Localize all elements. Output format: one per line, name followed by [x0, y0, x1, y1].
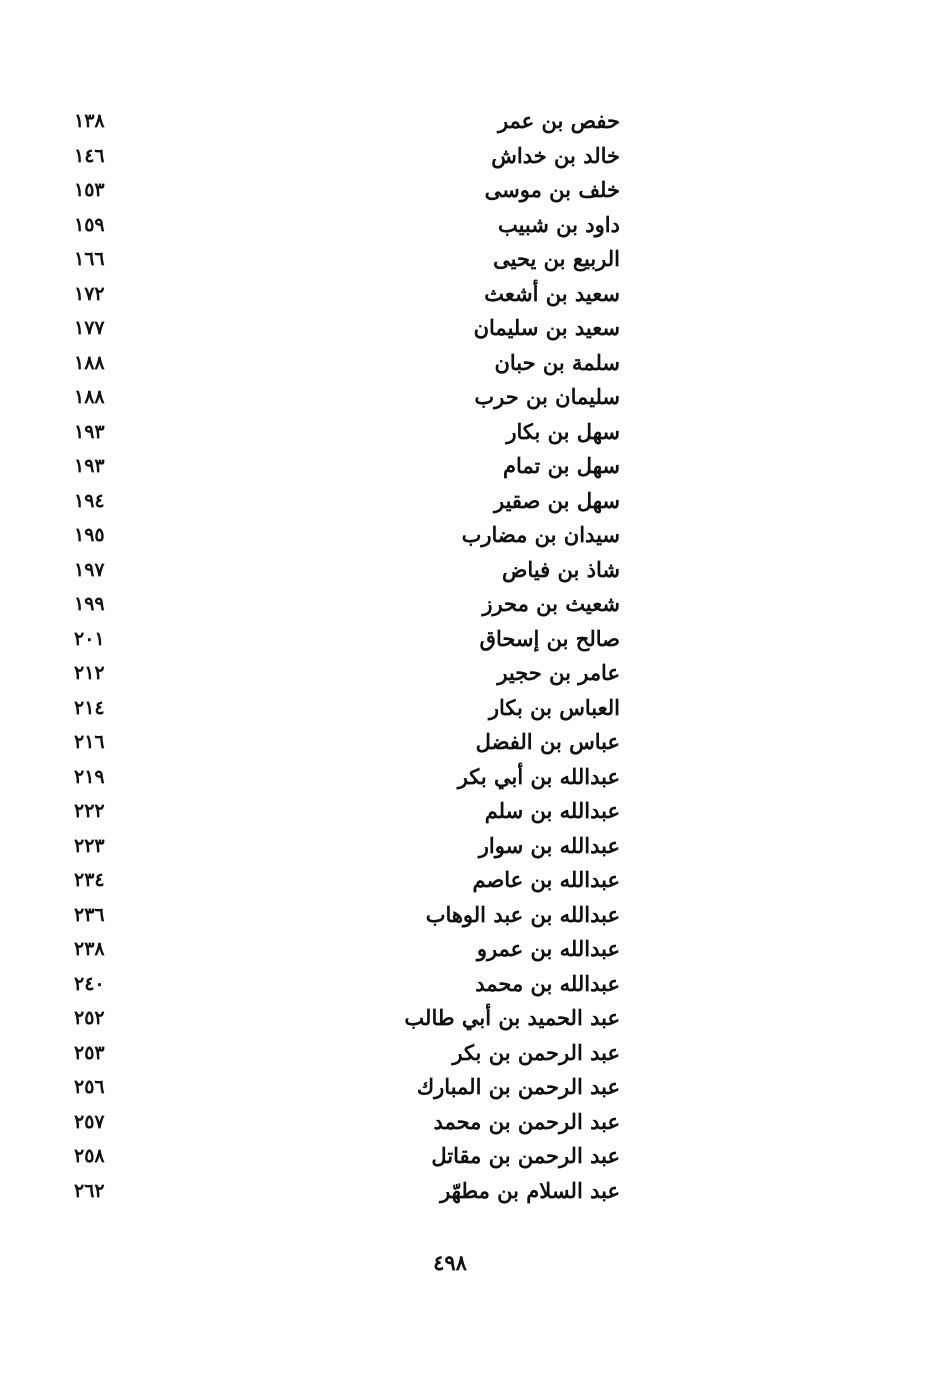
entry-page-number: ٢٢٣ [74, 834, 105, 857]
entry-page-number: ١٤٦ [74, 144, 105, 167]
entry-name: عبد الرحمن بن محمد [433, 1108, 620, 1134]
index-entry [60, 104, 630, 139]
entry-page-number: ٢١٤ [74, 696, 105, 719]
entry-name: عبدالله بن سلم [484, 798, 620, 823]
index-entry [60, 1001, 630, 1036]
entry-page-number: ٢٦٢ [74, 1179, 105, 1202]
index-entry [60, 932, 630, 967]
entry-name: صالح بن إسحاق [479, 625, 620, 651]
entry-page-number: ٢٥٦ [74, 1076, 105, 1098]
entry-name: شعيث بن محرز [482, 591, 620, 616]
index-entry [60, 1036, 630, 1071]
index-entry [60, 863, 630, 898]
index-entry [60, 311, 630, 346]
entry-name: عبدالله بن عبد الوهاب [425, 901, 620, 927]
entry-name: شاذ بن فياض [502, 556, 620, 582]
entry-page-number: ١٩٩ [74, 593, 105, 615]
index-entry [60, 1070, 630, 1105]
index-entry [60, 967, 630, 1002]
index-entry [60, 449, 630, 484]
entry-page-number: ١٧٧ [74, 317, 105, 339]
entry-name: سليمان بن حرب [474, 384, 620, 409]
entry-page-number: ١٩٤ [74, 489, 105, 512]
entry-name: سلمة بن حبان [494, 349, 620, 375]
index-entry [60, 622, 630, 657]
entry-page-number: ١٨٨ [74, 351, 105, 374]
entry-name: عبد الرحمن بن مقاتل [431, 1143, 620, 1168]
entry-name: عباس بن الفضل [475, 729, 620, 754]
index-entry [60, 484, 630, 519]
index-list [60, 104, 630, 1208]
entry-name: عبد السلام بن مطهّر [440, 1177, 620, 1203]
entry-page-number: ٢٣٦ [74, 903, 105, 926]
entry-name: عبدالله بن عاصم [472, 867, 620, 892]
entry-name: عبدالله بن عمرو [476, 936, 620, 961]
entry-page-number: ١٦٦ [74, 248, 105, 270]
index-entry [60, 656, 630, 691]
entry-page-number: ٢٠١ [74, 627, 105, 650]
page-number-footer: ٤٩٨ [433, 1250, 467, 1275]
index-entry [60, 1105, 630, 1140]
entry-name: حفص بن عمر [497, 108, 620, 133]
entry-page-number: ١٩٣ [74, 455, 105, 477]
entry-page-number: ٢١٦ [74, 731, 105, 753]
entry-page-number: ١٨٨ [74, 386, 105, 408]
entry-page-number: ٢٥٧ [74, 1110, 105, 1133]
index-entry [60, 139, 630, 174]
index-entry [60, 242, 630, 277]
entry-name: سيدان بن مضارب [461, 522, 620, 547]
index-entry [60, 415, 630, 450]
entry-name: سهل بن بكار [506, 418, 620, 444]
entry-page-number: ٢٣٤ [74, 869, 105, 891]
entry-name: خلف بن موسى [484, 177, 620, 202]
entry-page-number: ٢٥٨ [74, 1145, 105, 1167]
index-entry [60, 829, 630, 864]
entry-page-number: ٢٤٠ [74, 972, 105, 995]
index-entry [60, 794, 630, 829]
entry-name: العباس بن بكار [488, 694, 620, 720]
entry-name: عبدالله بن أبي بكر [457, 763, 620, 789]
entry-name: داود بن شبيب [497, 211, 620, 237]
entry-page-number: ٢١٩ [74, 765, 105, 788]
entry-page-number: ٢٢٢ [74, 800, 105, 822]
entry-page-number: ٢٥٢ [74, 1007, 105, 1029]
index-entry [60, 346, 630, 381]
index-entry [60, 1139, 630, 1174]
entry-name: عبد الرحمن بن المبارك [416, 1074, 620, 1099]
entry-name: سعيد بن أشعث [484, 280, 620, 306]
entry-page-number: ١٩٥ [74, 524, 105, 546]
index-entry [60, 277, 630, 312]
entry-name: عبد الرحمن بن بكر [452, 1039, 620, 1065]
index-entry [60, 725, 630, 760]
entry-page-number: ١٥٩ [74, 213, 105, 236]
entry-page-number: ٢١٢ [74, 662, 105, 684]
index-entry [60, 518, 630, 553]
entry-name: سهل بن تمام [502, 453, 620, 478]
entry-name: عامر بن حجير [497, 660, 620, 685]
index-entry [60, 587, 630, 622]
entry-page-number: ٢٥٣ [74, 1041, 105, 1064]
entry-name: سعيد بن سليمان [473, 315, 620, 340]
entry-page-number: ١٧٢ [74, 282, 105, 305]
entry-page-number: ٢٣٨ [74, 938, 105, 960]
entry-page-number: ١٥٣ [74, 179, 105, 201]
index-entry [60, 208, 630, 243]
index-entry [60, 173, 630, 208]
entry-name: سهل بن صقير [493, 487, 620, 513]
entry-name: الربيع بن يحيى [493, 246, 620, 271]
index-entry [60, 380, 630, 415]
entry-name: عبد الحميد بن أبي طالب [404, 1005, 620, 1030]
index-entry [60, 1174, 630, 1209]
index-entry [60, 691, 630, 726]
index-entry [60, 898, 630, 933]
entry-name: عبدالله بن سوار [478, 832, 620, 858]
entry-page-number: ١٣٨ [74, 110, 105, 132]
index-entry [60, 553, 630, 588]
entry-page-number: ١٩٣ [74, 420, 105, 443]
entry-name: خالد بن خداش [491, 142, 620, 168]
entry-name: عبدالله بن محمد [475, 970, 620, 996]
entry-page-number: ١٩٧ [74, 558, 105, 581]
index-entry [60, 760, 630, 795]
